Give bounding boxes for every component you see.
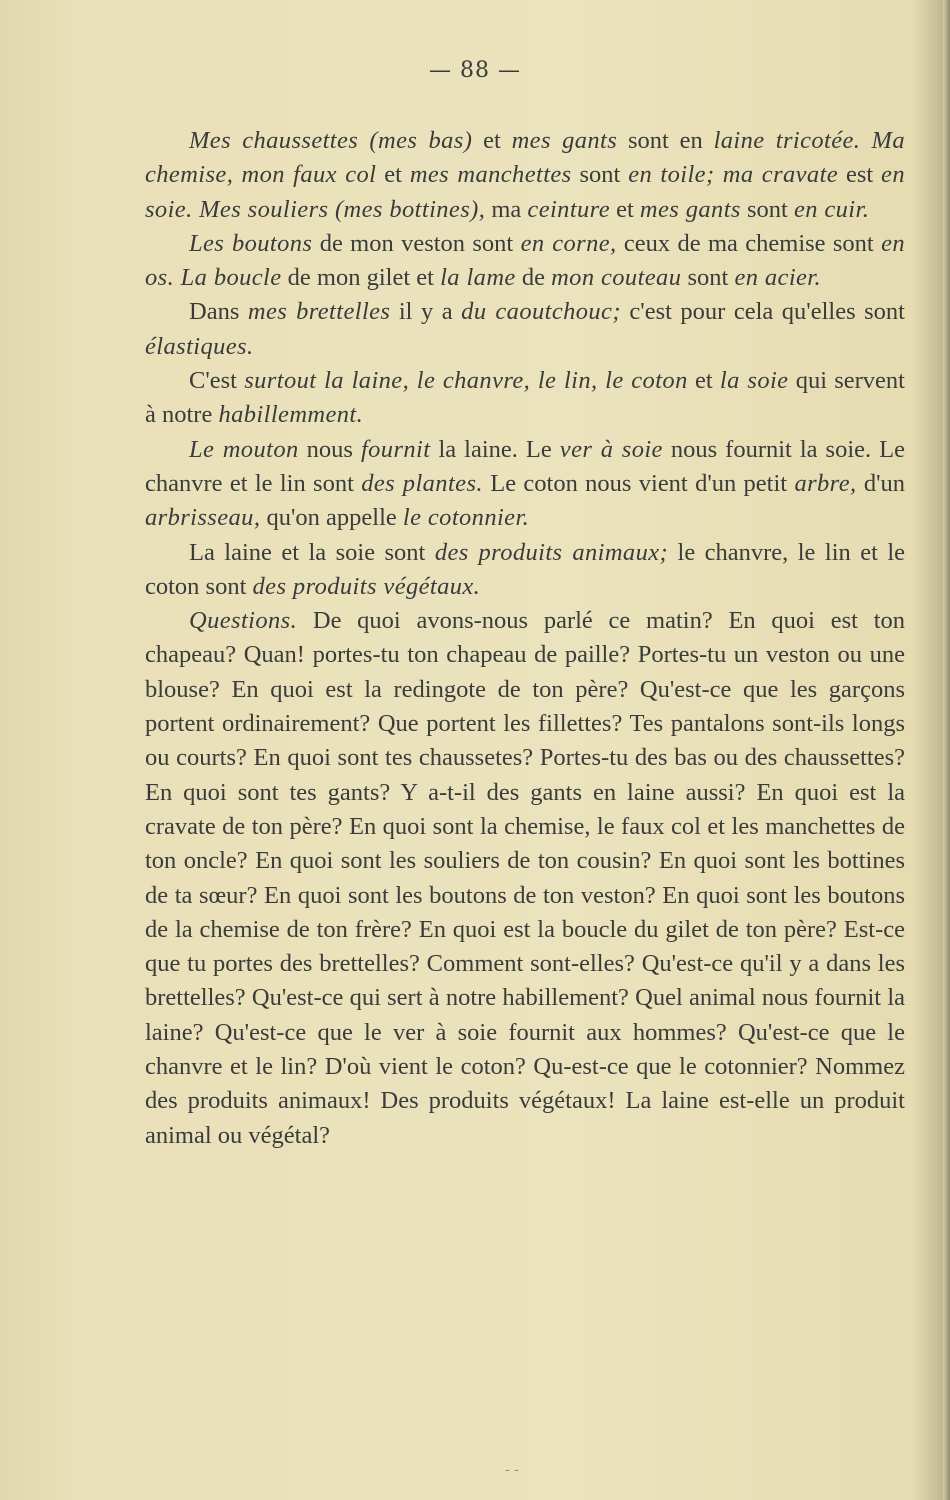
italic-segment: laine tricotée. Ma chemise, mon faux col	[145, 127, 905, 189]
print-mark: ‑ ‑	[505, 1462, 519, 1478]
text-segment: et	[687, 367, 720, 395]
text-segment: qu'on appelle	[260, 504, 403, 532]
text-segment: la laine. Le	[430, 435, 560, 463]
italic-segment: le cotonnier.	[402, 504, 530, 532]
text-segment: de	[515, 264, 552, 292]
italic-segment: en soie. Mes souliers (mes bottines),	[145, 161, 905, 223]
italic-segment: en os. La boucle	[145, 229, 905, 292]
paragraph	[145, 536, 905, 605]
paragraph	[145, 227, 905, 296]
text-segment: est	[838, 161, 882, 189]
paragraph	[145, 295, 905, 364]
italic-segment: mes manchettes	[409, 161, 572, 189]
text-segment: il y a	[390, 298, 462, 326]
text-segment: et	[609, 195, 640, 223]
paragraph	[145, 604, 905, 1153]
italic-segment: la soie	[719, 367, 789, 395]
text-segment: sont en	[617, 127, 714, 154]
text-segment: nous fournit la soie. Le chanvre et le lin sont	[145, 435, 906, 497]
text-segment: La laine et la soie sont	[189, 538, 435, 566]
text-segment: sont	[571, 161, 629, 189]
italic-segment: des plantes.	[361, 469, 483, 497]
text-segment: d'un	[856, 469, 905, 497]
italic-segment: élastiques.	[145, 332, 254, 360]
page-number: — 88 —	[429, 58, 521, 83]
text-segment: Le coton nous vient d'un petit	[482, 469, 795, 497]
text-segment: ma	[485, 195, 528, 223]
text-segment: c'est pour cela qu'elles sont	[620, 298, 905, 326]
text-segment: le chanvre, le lin et le coton sont	[145, 538, 906, 600]
italic-segment: mon couteau	[551, 264, 682, 292]
page-edge	[943, 0, 950, 1500]
paragraph	[145, 433, 905, 536]
italic-segment: en corne,	[520, 229, 617, 257]
text-segment: qui servent à notre	[145, 367, 905, 429]
italic-segment: Les boutons	[189, 229, 313, 257]
text-segment: et	[472, 127, 512, 154]
body-text	[145, 124, 905, 1153]
paragraph	[145, 364, 905, 433]
text-segment: de mon veston sont	[312, 229, 521, 257]
italic-segment: en cuir.	[793, 195, 870, 223]
italic-segment: en acier.	[734, 264, 822, 292]
italic-segment: mes brettelles	[247, 298, 391, 326]
italic-segment: Mes chaussettes (mes bas)	[189, 127, 473, 154]
italic-segment: Questions.	[189, 607, 298, 635]
text-segment: Dans	[189, 298, 248, 326]
text-segment: sont	[740, 195, 794, 223]
italic-segment: des produits végétaux.	[252, 572, 481, 600]
italic-segment: habillemment.	[218, 401, 364, 429]
italic-segment: ver à soie	[559, 435, 663, 463]
italic-segment: ceinture	[527, 195, 610, 223]
italic-segment: fournit	[360, 435, 431, 463]
italic-segment: Le mouton	[189, 435, 299, 463]
text-segment: C'est	[189, 367, 245, 395]
italic-segment: la lame	[440, 264, 516, 292]
text-segment: et	[376, 161, 410, 189]
italic-segment: du caoutchouc;	[461, 298, 621, 326]
text-segment: nous	[298, 435, 361, 463]
italic-segment: en toile; ma cravate	[628, 161, 839, 189]
text-segment: ceux de ma chemise sont	[616, 229, 882, 257]
italic-segment: mes gants	[511, 127, 618, 154]
italic-segment: mes gants	[639, 195, 741, 223]
text-segment: sont	[681, 264, 735, 292]
text-segment: De quoi avons-nous parlé ce matin? En quoi est ton chapeau? Quan! portes-tu ton chapeau de paille? Portes-tu un veston ou une blouse? En quoi est la redingote de ton père? Qu'est-ce que les garçons portent ordinairement? Que portent les fillettes? Tes pantalons sont-ils longs ou courts? En quoi sont tes chaussetes? Portes-tu des bas ou des chaussettes? En quoi sont tes gants? Y a-t-il des gants en laine aussi? En quoi est la cravate de ton père? En quoi sont la chemise, le faux col et les manchettes de ton oncle? En quoi sont les souliers de ton cousin? En quoi sont les bottines de ta sœur? En quoi sont les boutons de ton veston? En quoi sont les boutons de la chemise de ton frère? En quoi est la boucle du gilet de ton père? Est-ce que tu portes des brettelles? Comment sont-elles? Qu'est-ce qu'il y a dans les brettelles? Qu'est-ce qui sert à notre habillement? Quel animal nous fournit la laine? Qu'est-ce que le ver à soie fournit aux hommes? Qu'est-ce que le chanvre et le lin? D'où vient le coton? Qu-est-ce que le cotonnier? Nommez des produits animaux! Des produits végétaux! La laine est-elle un produit animal ou végétal?	[145, 607, 905, 1149]
paragraph	[145, 124, 905, 227]
text-segment: de mon gilet et	[281, 264, 441, 292]
italic-segment: arbre,	[794, 469, 857, 497]
italic-segment: arbrisseau,	[145, 504, 261, 532]
italic-segment: des produits animaux;	[434, 538, 669, 566]
italic-segment: surtout la laine, le chanvre, le lin, le coton	[244, 367, 688, 395]
